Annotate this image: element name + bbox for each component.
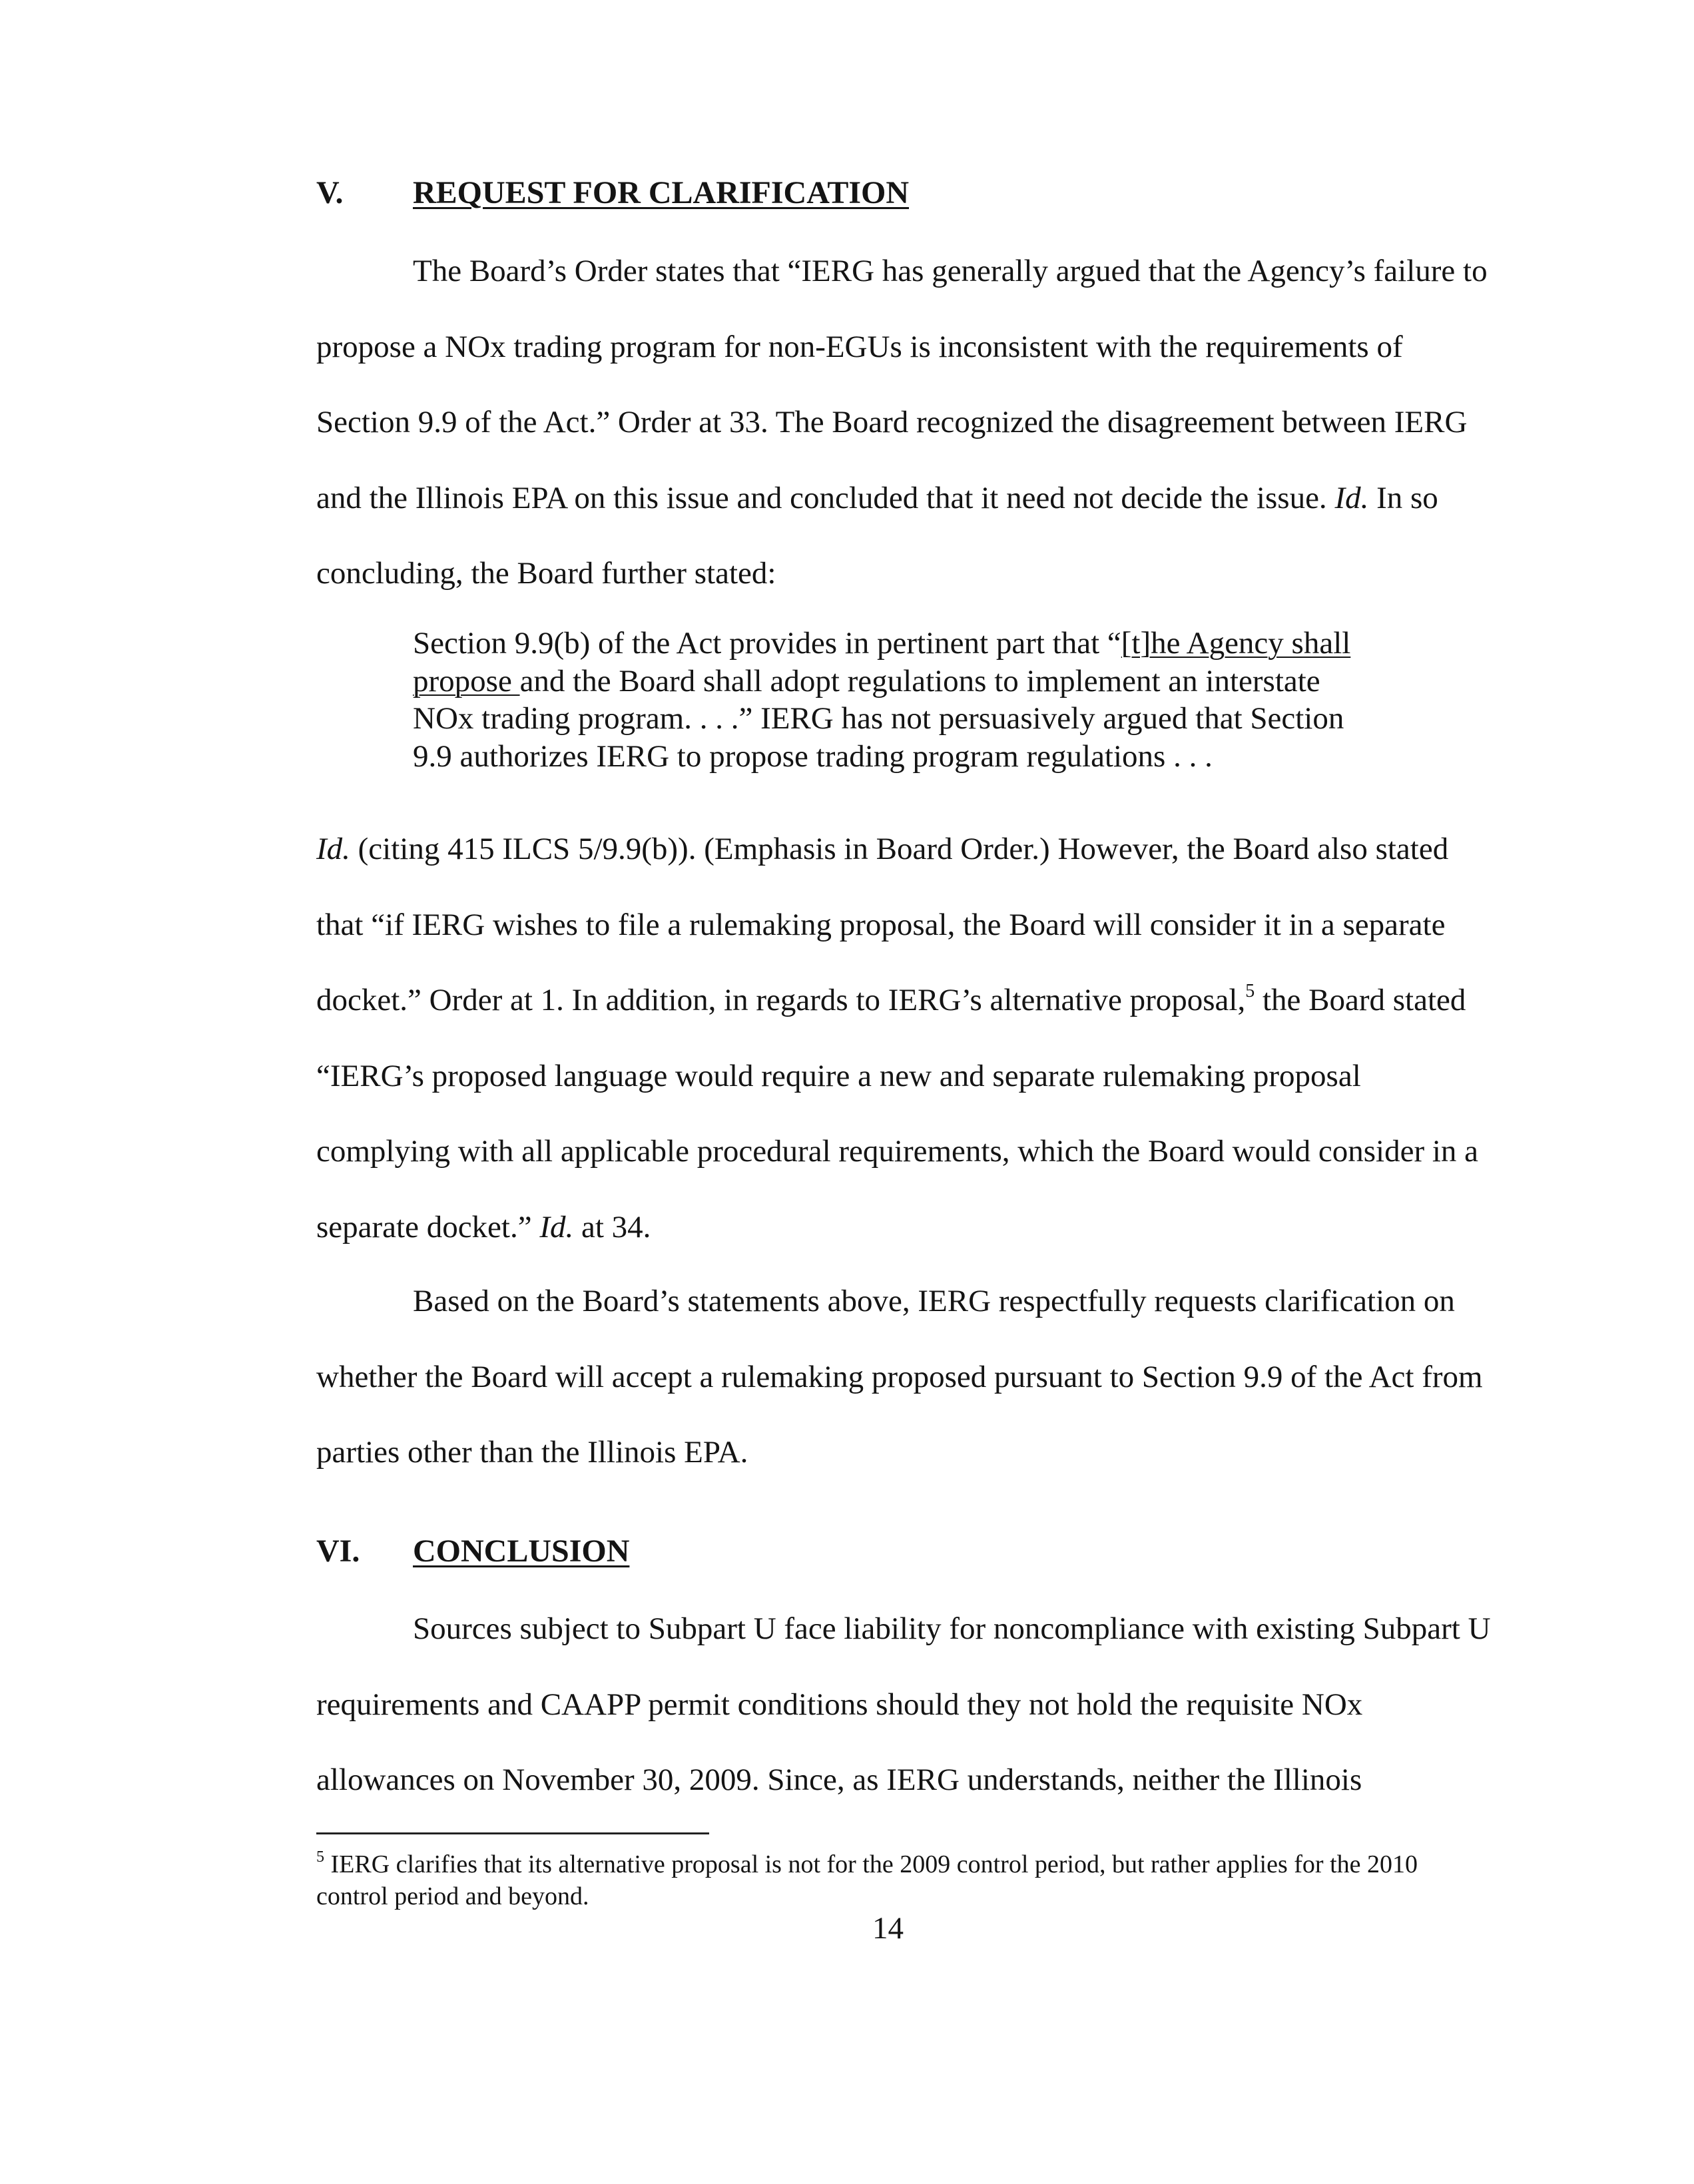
section-v-paragraph-1-end: In so concluding, the Board further stated:	[316, 480, 1438, 591]
footnote-number: 5	[316, 1848, 324, 1866]
id-citation: Id.	[1334, 480, 1369, 515]
block-quote	[413, 625, 1372, 775]
section-v-paragraph-2	[316, 812, 1495, 1265]
id-citation: Id.	[539, 1209, 574, 1244]
id-citation: Id.	[316, 832, 350, 866]
section-vi-paragraph-1	[316, 1591, 1495, 1818]
section-v-paragraph-2-end: at 34.	[573, 1209, 651, 1244]
section-vi-paragraph-1-text: Sources subject to Subpart U face liability for noncompliance with existing Subpart U requirements and CAAPP permit conditions should they not hold the requisite NOx allowances on November 30, 2009. Since, as IERG understands, neither the Illinois	[316, 1611, 1491, 1797]
section-v-paragraph-2-text-1: (citing 415 ILCS 5/9.9(b)). (Emphasis in Board Order.) However, the Board also stated that “if IERG wishes to file a rulemaking proposal, the Board will consider it in a separate docket.” Order at 1. In addition, in regards to IERG’s alternative proposal,	[316, 832, 1449, 1017]
section-vi-heading	[316, 1533, 629, 1570]
section-v-title: REQUEST FOR CLARIFICATION	[413, 175, 910, 210]
section-vi-number: VI.	[316, 1533, 360, 1569]
footnote-text: IERG clarifies that its alternative proposal is not for the 2009 control period, but rather applies for the 2010 control period and beyond.	[316, 1850, 1418, 1910]
section-v-paragraph-3	[316, 1264, 1495, 1491]
section-v-paragraph-1-text: The Board’s Order states that “IERG has generally argued that the Agency’s failure to propose a NOx trading program for non-EGUs is inconsistent with the requirements of Section 9.9 of the Act.” Order at 33. The Board recognized the disagreement between IERG and the Illinois EPA on this issue and concluded that it need not decide the issue.	[316, 254, 1488, 515]
footnote-separator	[316, 1832, 709, 1834]
block-quote-emphasis: [t]he Agency shall propose	[413, 626, 1351, 698]
section-v-paragraph-2-text-2: the Board stated “IERG’s proposed language would require a new and separate rulemaking proposal complying with all applicable procedural requirements, which the Board would consider in a separate docket.”	[316, 983, 1479, 1244]
block-quote-start: Section 9.9(b) of the Act provides in pertinent part that “	[413, 626, 1121, 661]
block-quote-end: and the Board shall adopt regulations to implement an interstate NOx trading program. . . .” IERG has not persuasively argued that Section 9.9 authorizes IERG to propose trading program regulations . . .	[413, 663, 1344, 774]
section-v-paragraph-1	[316, 234, 1495, 612]
footnote	[316, 1848, 1462, 1912]
footnote-reference: 5	[1245, 981, 1255, 1001]
section-vi-title: CONCLUSION	[413, 1533, 630, 1569]
section-v-paragraph-3-text: Based on the Board’s statements above, IERG respectfully requests clarification on whether the Board will accept a rulemaking proposed pursuant to Section 9.9 of the Act from parties other than the Illinois EPA.	[316, 1284, 1483, 1470]
page-number: 14	[872, 1911, 904, 1946]
section-v-heading	[316, 174, 909, 212]
section-v-number: V.	[316, 175, 344, 210]
